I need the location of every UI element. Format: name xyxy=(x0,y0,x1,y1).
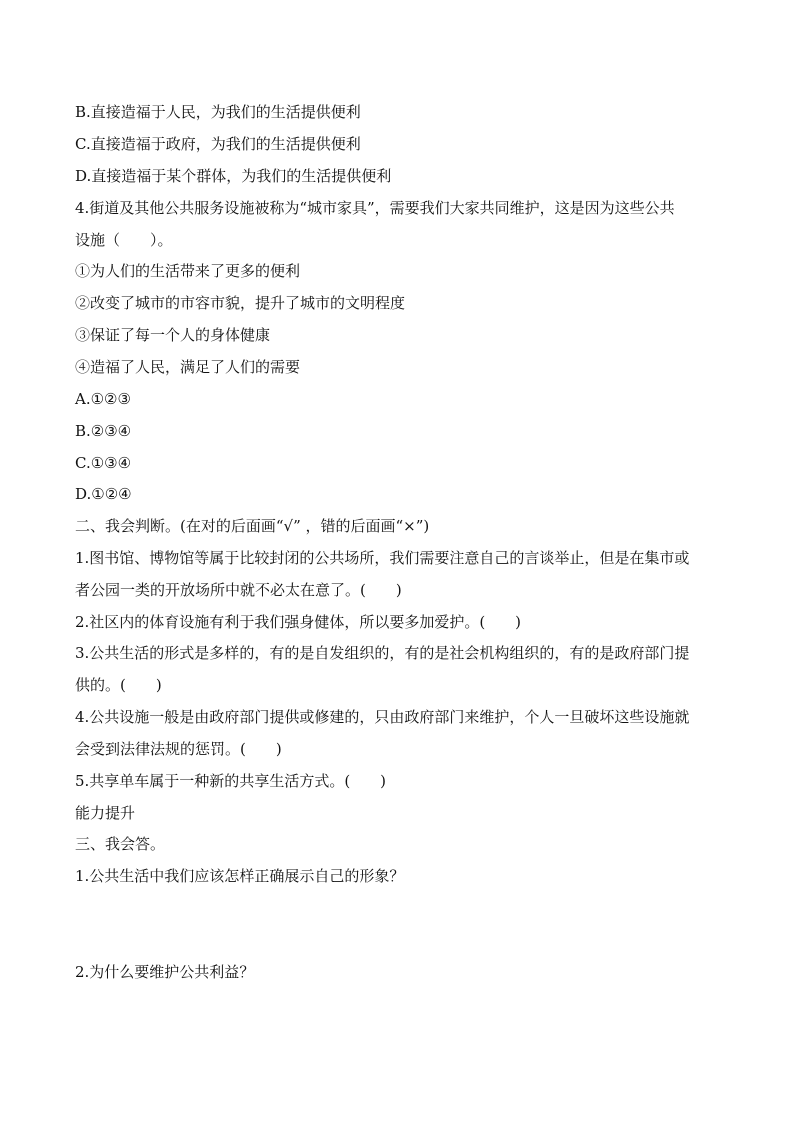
judge-3-line1: 3.公共生活的形式是多样的，有的是自发组织的，有的是社会机构组织的，有的是政府部门提 xyxy=(75,644,690,662)
q3-option-d: D.直接造福于某个群体，为我们的生活提供便利 xyxy=(75,167,392,185)
q4-item-3: ③保证了每一个人的身体健康 xyxy=(75,326,271,344)
judge-1-line2: 者公园一类的开放场所中就不必太在意了。( ) xyxy=(75,581,402,599)
answer-question-1: 1.公共生活中我们应该怎样正确展示自己的形象？ xyxy=(75,867,405,885)
q4-stem-line2: 设施（ ）。 xyxy=(75,231,173,249)
q4-item-4: ④造福了人民，满足了人们的需要 xyxy=(75,358,301,376)
q4-item-1: ①为人们的生活带来了更多的便利 xyxy=(75,262,301,280)
q4-option-c: C.①③④ xyxy=(75,454,132,472)
section-2-title: 二、我会判断。(在对的后面画“√” ，错的后面画“×”) xyxy=(75,517,430,535)
q4-option-d: D.①②④ xyxy=(75,485,132,503)
judge-1-line1: 1.图书馆、博物馆等属于比较封闭的公共场所，我们需要注意自己的言谈举止，但是在集市或 xyxy=(75,549,690,567)
judge-4-line1: 4.公共设施一般是由政府部门提供或修建的，只由政府部门来维护，个人一旦破坏这些设施就 xyxy=(75,708,690,726)
q4-item-2: ②改变了城市的市容市貌，提升了城市的文明程度 xyxy=(75,294,406,312)
answer-question-2: 2.为什么要维护公共利益？ xyxy=(75,963,255,981)
q4-stem-line1: 4.街道及其他公共服务设施被称为“城市家具”，需要我们大家共同维护，这是因为这些公共 xyxy=(75,199,675,217)
q3-option-c: C.直接造福于政府，为我们的生活提供便利 xyxy=(75,135,361,153)
ability-heading: 能力提升 xyxy=(75,804,136,822)
judge-3-line2: 供的。( ) xyxy=(75,676,162,694)
judge-5: 5.共享单车属于一种新的共享生活方式。( ) xyxy=(75,772,387,790)
judge-4-line2: 会受到法律法规的惩罚。( ) xyxy=(75,740,282,758)
q4-option-a: A.①②③ xyxy=(75,390,131,408)
q4-option-b: B.②③④ xyxy=(75,422,132,440)
judge-2: 2.社区内的体育设施有利于我们强身健体，所以要多加爱护。( ) xyxy=(75,613,522,631)
q3-option-b: B.直接造福于人民，为我们的生活提供便利 xyxy=(75,103,361,121)
section-3-title: 三、我会答。 xyxy=(75,835,166,853)
